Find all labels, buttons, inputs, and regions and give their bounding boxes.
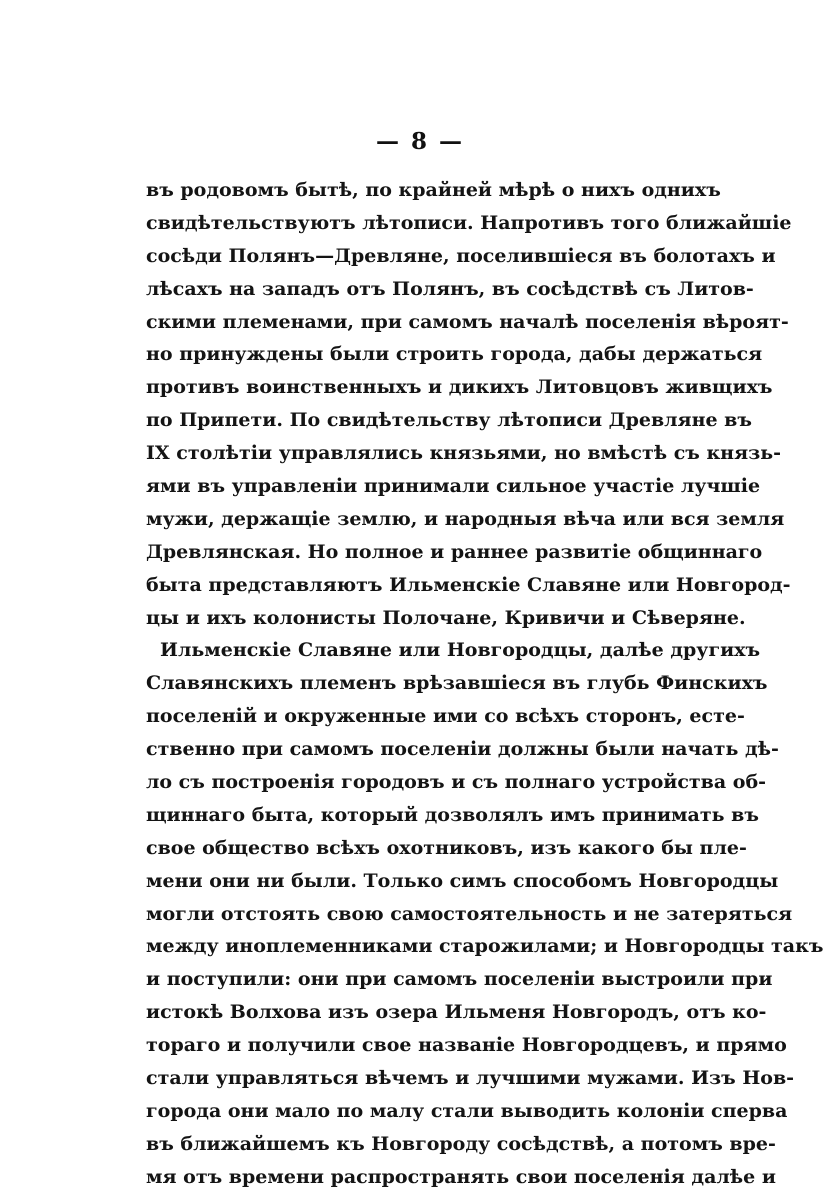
text-line: могли отстоять свою самостоятельность и не затеряться — [146, 902, 793, 925]
text-line: мени они ни были. Только симъ способомъ Новгородцы — [146, 869, 779, 892]
text-line: Древлянская. Но полное и раннее развитіе общиннаго — [146, 540, 763, 563]
body-text — [146, 174, 824, 1194]
paragraph-first-line: Ильменскіе Славяне или Новгородцы, далѣе другихъ — [160, 639, 761, 662]
text-line: скими племенами, при самомъ началѣ поселенія вѣроят- — [146, 310, 789, 333]
text-line: мя отъ времени распространять свои поселенія далѣе и — [146, 1165, 776, 1188]
text-line: города они мало по малу стали выводить колоніи сперва — [146, 1099, 788, 1122]
text-line: стали управляться вѣчемъ и лучшими мужами. Изъ Нов- — [146, 1067, 795, 1090]
text-line: Славянскихъ племенъ врѣзавшіеся въ глубь Финскихъ — [146, 672, 768, 695]
text-line: но принуждены были строить города, дабы держаться — [146, 343, 763, 366]
text-line: и поступили: они при самомъ поселеніи выстроили при — [146, 968, 773, 991]
text-line: въ ближайшемъ къ Новгороду сосѣдствѣ, а потомъ вре- — [146, 1132, 776, 1155]
text-line: истокѣ Волхова изъ озера Ильменя Новгородъ, отъ ко- — [146, 1001, 767, 1024]
page-number: — 8 — — [375, 128, 465, 155]
text-line: IX столѣтіи управлялись князьями, но вмѣстѣ съ князь- — [146, 442, 782, 465]
text-line: въ родовомъ бытѣ, по крайней мѣрѣ о нихъ однихъ — [146, 179, 721, 201]
text-line: тораго и получили свое названіе Новгородцевъ, и прямо — [146, 1034, 787, 1057]
text-line: щиннаго быта, который дозволялъ имъ принимать въ — [146, 803, 759, 826]
text-line: по Припети. По свидѣтельству лѣтописи Древляне въ — [146, 409, 752, 432]
text-line: мужи, держащіе землю, и народныя вѣча или вся земля — [146, 507, 785, 530]
text-line: лѣсахъ на западъ отъ Полянъ, въ сосѣдствѣ съ Литов- — [146, 277, 754, 300]
text-line: ями въ управленіи принимали сильное участіе лучшіе — [146, 475, 761, 498]
text-line: ственно при самомъ поселеніи должны были начать дѣ- — [146, 738, 779, 761]
text-line: быта представляютъ Ильменскіе Славяне или Новгород- — [146, 573, 791, 596]
text-line: ло съ построенія городовъ и съ полнаго устройства об- — [146, 771, 767, 794]
text-line: свое общество всѣхъ охотниковъ, изъ какого бы пле- — [146, 836, 747, 859]
text-line: свидѣтельствуютъ лѣтописи. Напротивъ того ближайшіе — [146, 211, 792, 234]
text-line: сосѣди Полянъ—Древляне, поселившіеся въ болотахъ и — [146, 244, 776, 267]
text-line: между иноплеменниками старожилами; и Новгородцы такъ — [146, 935, 824, 958]
text-line: поселеній и окруженные ими со всѣхъ сторонъ, есте- — [146, 705, 745, 728]
paragraph-last-line: цы и ихъ колонисты Полочане, Кривичи и Сѣверяне. — [146, 606, 746, 629]
text-line: противъ воинственныхъ и дикихъ Литовцовъ живщихъ — [146, 376, 773, 399]
